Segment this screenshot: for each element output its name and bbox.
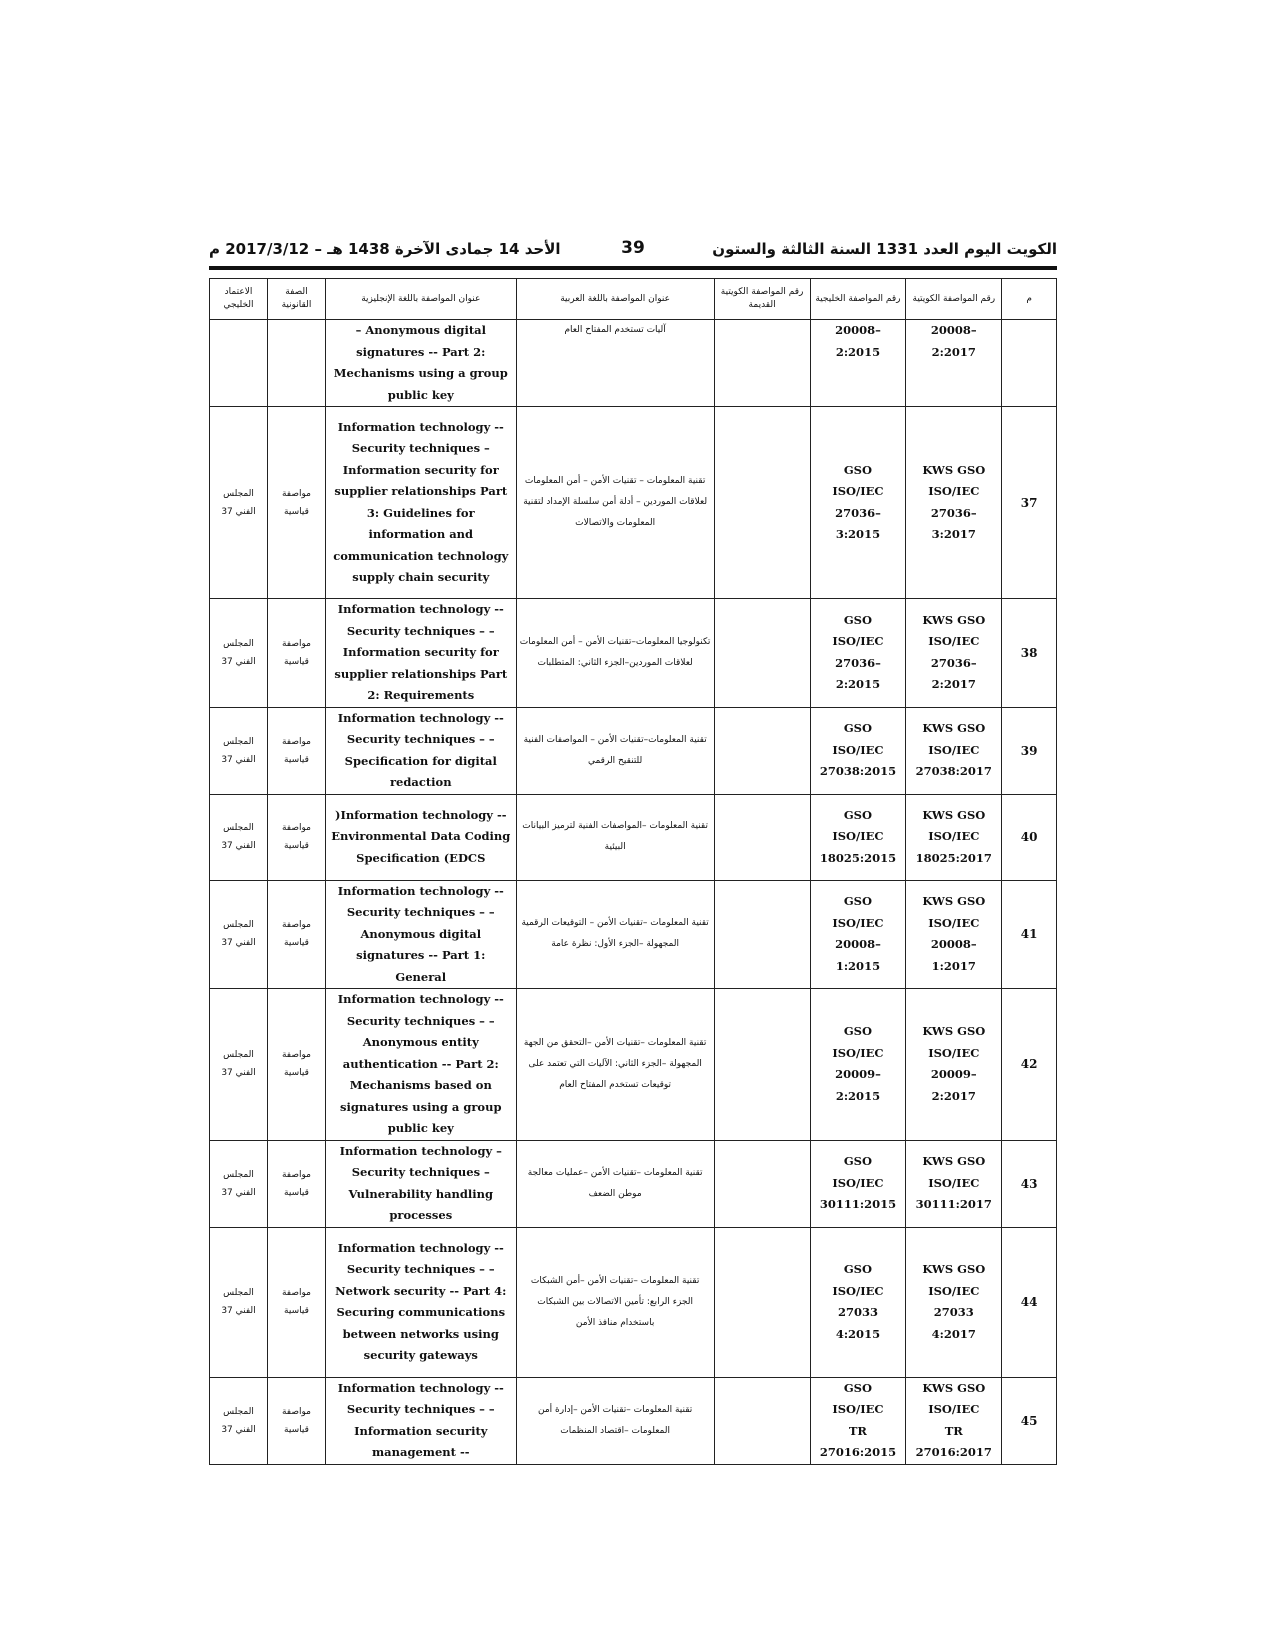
gso-code: GSO ISO/IEC 20009– 2:2015 xyxy=(810,989,906,1141)
arabic-title: تقنية المعلومات –تقنيات الأمن –التحقق من الجهة المجهولة –الجزء الثاني: الآليات التي تعتمد على توقيعات تستخدم المفتاح العام xyxy=(516,989,714,1141)
row-number: 41 xyxy=(1002,880,1057,989)
col-header-gso: رقم المواصفة الخليجية xyxy=(810,279,906,320)
row-number: 43 xyxy=(1002,1140,1057,1227)
old-kws-code xyxy=(714,989,810,1141)
standards-table xyxy=(209,278,1057,1465)
gulf-approval xyxy=(210,320,268,407)
row-number: 38 xyxy=(1002,599,1057,708)
table-header-row xyxy=(210,279,1057,320)
header-rule xyxy=(209,266,1057,270)
table-row xyxy=(210,1140,1057,1227)
gazette-issue-info: الكويت اليوم العدد 1331 السنة الثالثة والستون xyxy=(712,240,1057,258)
col-header-old: رقم المواصفة الكويتية القديمة xyxy=(714,279,810,320)
table-row xyxy=(210,407,1057,599)
kws-code: KWS GSO ISO/IEC 27036– 2:2017 xyxy=(906,599,1002,708)
english-title: – Anonymous digital signatures -- Part 2: Mechanisms using a group public key xyxy=(325,320,516,407)
old-kws-code xyxy=(714,707,810,794)
gulf-approval: المجلس الفني 37 xyxy=(210,794,268,880)
table-row xyxy=(210,794,1057,880)
old-kws-code xyxy=(714,880,810,989)
legal-status: مواصفة قياسية xyxy=(268,1377,326,1464)
row-number: 45 xyxy=(1002,1377,1057,1464)
legal-status: مواصفة قياسية xyxy=(268,599,326,708)
arabic-title: تكنولوجيا المعلومات–تقنيات الأمن – أمن المعلومات لعلاقات الموردين–الجزء الثاني: المتطلبات xyxy=(516,599,714,708)
arabic-title: تقنية المعلومات –تقنيات الأمن –عمليات معالجة موطن الضعف xyxy=(516,1140,714,1227)
kws-code: KWS GSO ISO/IEC 20009– 2:2017 xyxy=(906,989,1002,1141)
english-title: Information technology – Security techniques – Vulnerability handling processes xyxy=(325,1140,516,1227)
old-kws-code xyxy=(714,794,810,880)
old-kws-code xyxy=(714,320,810,407)
row-number: 39 xyxy=(1002,707,1057,794)
arabic-title: آليات تستخدم المفتاح العام xyxy=(516,320,714,407)
legal-status: مواصفة قياسية xyxy=(268,1140,326,1227)
legal-status: مواصفة قياسية xyxy=(268,880,326,989)
page-header xyxy=(209,236,1057,264)
issue-date: الأحد 14 جمادى الآخرة 1438 هـ – 2017/3/12 م xyxy=(209,240,561,258)
row-number: 37 xyxy=(1002,407,1057,599)
col-header-en-title: عنوان المواصفة باللغة الإنجليزية xyxy=(325,279,516,320)
old-kws-code xyxy=(714,1377,810,1464)
gso-code: 20008– 2:2015 xyxy=(810,320,906,407)
kws-code: KWS GSO ISO/IEC 18025:2017 xyxy=(906,794,1002,880)
arabic-title: تقنية المعلومات –تقنيات الأمن –أمن الشبكات الجزء الرابع: تأمين الاتصالات بين الشبكات باستخدام منافذ الأمن xyxy=(516,1227,714,1377)
gulf-approval: المجلس الفني 37 xyxy=(210,407,268,599)
gso-code: GSO ISO/IEC 27036– 3:2015 xyxy=(810,407,906,599)
gso-code: GSO ISO/IEC 20008– 1:2015 xyxy=(810,880,906,989)
legal-status: مواصفة قياسية xyxy=(268,407,326,599)
old-kws-code xyxy=(714,599,810,708)
gulf-approval: المجلس الفني 37 xyxy=(210,1227,268,1377)
gso-code: GSO ISO/IEC 27033 4:2015 xyxy=(810,1227,906,1377)
row-number: 40 xyxy=(1002,794,1057,880)
row-number: 44 xyxy=(1002,1227,1057,1377)
arabic-title: تقنية المعلومات–تقنيات الأمن – المواصفات الفنية للتنقيح الرقمي xyxy=(516,707,714,794)
col-header-approval: الاعتماد الخليجي xyxy=(210,279,268,320)
table-row xyxy=(210,880,1057,989)
english-title: )Information technology -- Environmental Data Coding Specification (EDCS xyxy=(325,794,516,880)
page-number: 39 xyxy=(621,238,645,258)
col-header-kind: الصفة القانونية xyxy=(268,279,326,320)
gulf-approval: المجلس الفني 37 xyxy=(210,989,268,1141)
gulf-approval: المجلس الفني 37 xyxy=(210,1377,268,1464)
col-header-ar-title: عنوان المواصفة باللغة العربية xyxy=(516,279,714,320)
english-title: Information technology -- Security techniques – – Network security -- Part 4: Securing communications between networks using security gateways xyxy=(325,1227,516,1377)
table-row xyxy=(210,320,1057,407)
kws-code: KWS GSO ISO/IEC 27033 4:2017 xyxy=(906,1227,1002,1377)
arabic-title: تقنية المعلومات –تقنيات الأمن –إدارة أمن المعلومات –اقتصاد المنظمات xyxy=(516,1377,714,1464)
gso-code: GSO ISO/IEC TR 27016:2015 xyxy=(810,1377,906,1464)
kws-code: KWS GSO ISO/IEC TR 27016:2017 xyxy=(906,1377,1002,1464)
kws-code: 20008– 2:2017 xyxy=(906,320,1002,407)
gso-code: GSO ISO/IEC 27038:2015 xyxy=(810,707,906,794)
row-number xyxy=(1002,320,1057,407)
english-title: Information technology -- Security techniques – – Anonymous digital signatures -- Part 1: General xyxy=(325,880,516,989)
legal-status xyxy=(268,320,326,407)
table-row xyxy=(210,707,1057,794)
kws-code: KWS GSO ISO/IEC 27038:2017 xyxy=(906,707,1002,794)
table-row xyxy=(210,599,1057,708)
english-title: Information technology -- Security techniques – – Specification for digital redaction xyxy=(325,707,516,794)
legal-status: مواصفة قياسية xyxy=(268,794,326,880)
gso-code: GSO ISO/IEC 30111:2015 xyxy=(810,1140,906,1227)
gulf-approval: المجلس الفني 37 xyxy=(210,599,268,708)
old-kws-code xyxy=(714,407,810,599)
col-header-kws: رقم المواصفة الكويتية xyxy=(906,279,1002,320)
legal-status: مواصفة قياسية xyxy=(268,1227,326,1377)
row-number: 42 xyxy=(1002,989,1057,1141)
gulf-approval: المجلس الفني 37 xyxy=(210,707,268,794)
table-row xyxy=(210,1227,1057,1377)
table-row xyxy=(210,989,1057,1141)
gso-code: GSO ISO/IEC 27036– 2:2015 xyxy=(810,599,906,708)
legal-status: مواصفة قياسية xyxy=(268,707,326,794)
english-title: Information technology -- Security techniques – – Anonymous entity authentication -- Part 2: Mechanisms based on signatures using a group public key xyxy=(325,989,516,1141)
table-row xyxy=(210,1377,1057,1464)
english-title: Information technology -- Security techniques – Information security for supplier relationships Part 3: Guidelines for information and communication technology supply chain security xyxy=(325,407,516,599)
arabic-title: تقنية المعلومات –تقنيات الأمن – التوقيعات الرقمية المجهولة –الجزء الأول: نظرة عامة xyxy=(516,880,714,989)
kws-code: KWS GSO ISO/IEC 27036– 3:2017 xyxy=(906,407,1002,599)
legal-status: مواصفة قياسية xyxy=(268,989,326,1141)
old-kws-code xyxy=(714,1140,810,1227)
kws-code: KWS GSO ISO/IEC 20008– 1:2017 xyxy=(906,880,1002,989)
gulf-approval: المجلس الفني 37 xyxy=(210,880,268,989)
arabic-title: تقنية المعلومات – تقنيات الأمن – أمن المعلومات لعلاقات الموردين – أدلة أمن سلسلة الإمداد لتقنية المعلومات والاتصالات xyxy=(516,407,714,599)
old-kws-code xyxy=(714,1227,810,1377)
gso-code: GSO ISO/IEC 18025:2015 xyxy=(810,794,906,880)
english-title: Information technology -- Security techniques – – Information security management -- xyxy=(325,1377,516,1464)
col-header-num: م xyxy=(1002,279,1057,320)
kws-code: KWS GSO ISO/IEC 30111:2017 xyxy=(906,1140,1002,1227)
english-title: Information technology -- Security techniques – – Information security for supplier relationships Part 2: Requirements xyxy=(325,599,516,708)
gulf-approval: المجلس الفني 37 xyxy=(210,1140,268,1227)
arabic-title: تقنية المعلومات –المواصفات الفنية لترميز البيانات البيئية xyxy=(516,794,714,880)
